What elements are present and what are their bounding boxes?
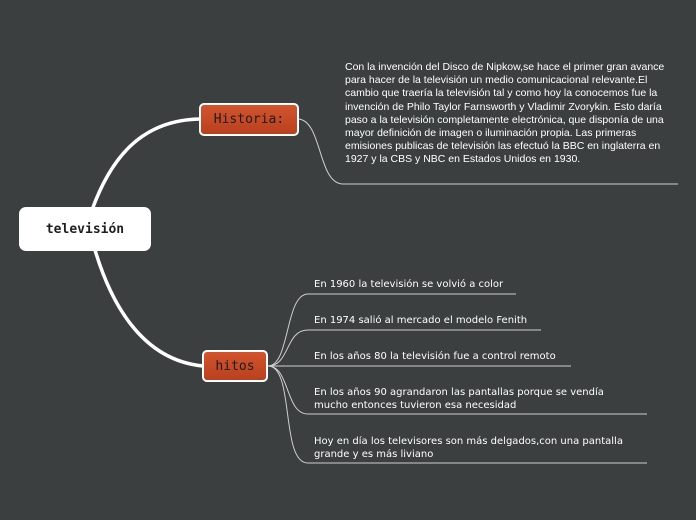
branch-hitos[interactable] [202,350,268,382]
branch-historia[interactable] [199,103,299,136]
branch-hitos-label: hitos [215,358,255,374]
historia-leaf-text[interactable]: Con la invención del Disco de Nipkow,se hace el primer gran avance para hacer de la televisión un medio comunicacional relevante.El cambio que traería la televisión tal y como hoy la conocemos fue la invención de Philo Taylor Farnsworth y Vladimir Zvorykin. Esto daría paso a la televisión completamente electrónica, que disponía de una mayor definición de imagen o iluminación propia. Las primeras emisiones publicas de televisión las efectuó la BBC en inglaterra en 1927 y la CBS y NBC en Estados Unidos en 1930. [345,61,665,166]
hitos-leaf-1960[interactable]: En 1960 la televisión se volvió a color [314,279,504,290]
root-to-historia-link [92,119,200,210]
hitos-leaf-hoy[interactable]: Hoy en día los televisores son más delgados,con una pantalla grande y es más liviano [314,436,623,460]
hitos-leaf-1974[interactable]: En 1974 salió al mercado el modelo Fenith [314,315,528,326]
root-topic-label: televisión [45,221,125,237]
hitos-leaf-80s[interactable]: En los años 80 la televisión fue a control remoto [314,351,556,362]
hitos-leaf-90s[interactable]: En los años 90 agrandaron las pantallas porque se vendía mucho entonces tuvieron esa necesidad [314,387,604,411]
branch-historia-label: Historia: [213,112,285,127]
root-topic-television[interactable] [19,207,151,251]
root-to-hitos-link [95,250,203,366]
